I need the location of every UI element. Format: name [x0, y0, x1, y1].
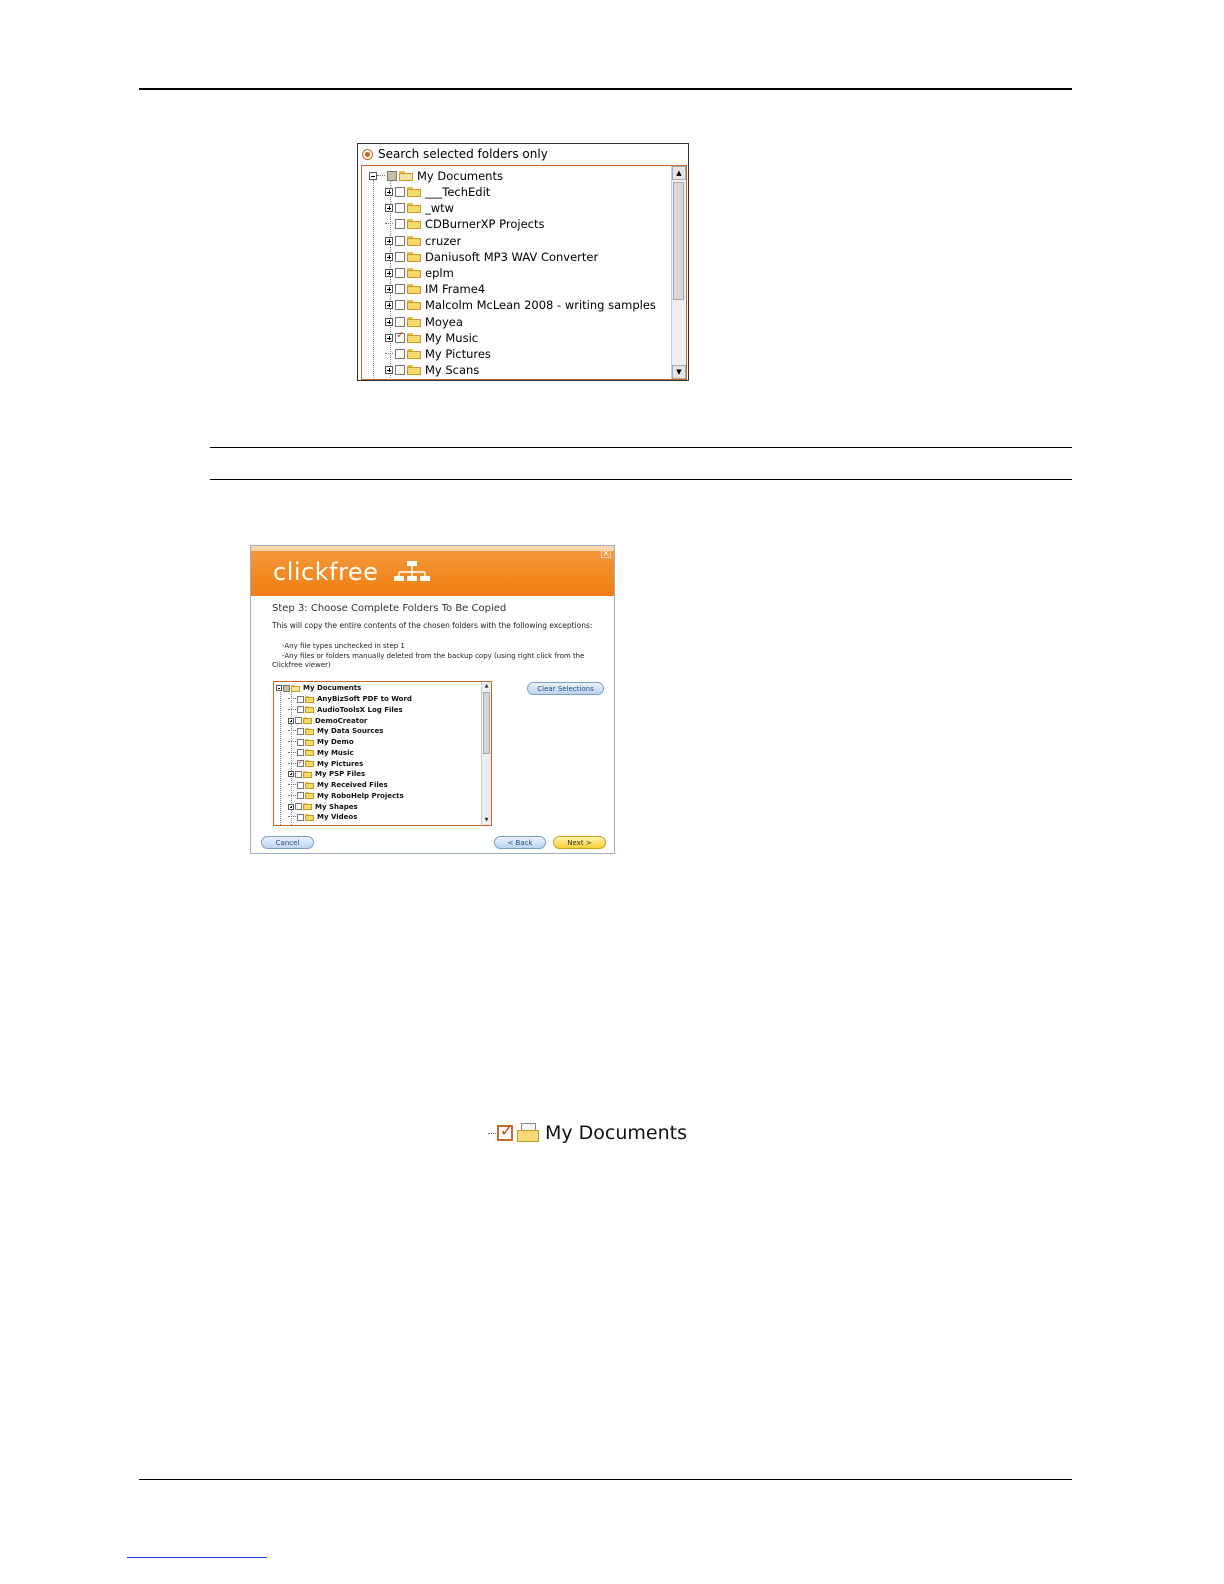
search-selected-folders-option[interactable] [362, 146, 548, 162]
folder-label: My Data Sources [317, 727, 384, 736]
folder-icon [305, 760, 314, 767]
my-documents-label: My Documents [545, 1122, 688, 1144]
folder-label: My Music [425, 330, 479, 345]
folder-checkbox[interactable] [395, 203, 405, 213]
folder-label: ___TechEdit [425, 185, 491, 199]
dialog-header [251, 546, 614, 596]
exceptions-list [272, 642, 607, 671]
tree-connector [288, 730, 296, 732]
tree-item-row[interactable] [385, 200, 454, 216]
expand-icon[interactable] [385, 237, 393, 245]
tree-item-row[interactable] [288, 694, 412, 705]
root-checkbox[interactable] [283, 685, 290, 692]
scroll-thumb[interactable] [483, 692, 490, 754]
tree-connector [288, 709, 296, 711]
folder-icon [407, 187, 421, 197]
folder-label: Malcolm McLean 2008 - writing samples [425, 298, 656, 313]
folder-icon [305, 696, 314, 703]
tree-item-row[interactable] [288, 769, 365, 780]
folder-icon [303, 717, 312, 724]
expand-icon[interactable] [385, 285, 393, 293]
tree-item-row[interactable] [385, 265, 454, 281]
tree-item-row[interactable] [385, 297, 656, 313]
folder-checkbox[interactable] [297, 782, 304, 789]
tree-item-row[interactable] [385, 281, 485, 297]
folder-label: DemoCreator [315, 716, 368, 725]
tree-connector [288, 795, 296, 797]
folder-checkbox[interactable] [395, 219, 405, 229]
expand-icon[interactable] [385, 204, 393, 212]
folder-checkbox[interactable] [395, 236, 405, 246]
folder-checkbox[interactable] [395, 333, 405, 343]
footer-rule [139, 1479, 1072, 1480]
close-icon[interactable]: × [602, 549, 610, 559]
folder-label: My Pictures [317, 759, 364, 768]
folder-icon [305, 706, 314, 713]
folder-label: My Received Files [317, 781, 388, 790]
folder-icon [305, 728, 314, 735]
folder-label: AnyBizSoft PDF to Word [317, 695, 412, 704]
folder-icon [407, 252, 421, 262]
folder-label: My Demo [317, 738, 354, 747]
folder-icon [407, 236, 421, 246]
tree-connector [288, 816, 296, 818]
step-title: Step 3: Choose Complete Folders To Be Copied [272, 603, 507, 614]
collapse-icon[interactable] [276, 685, 282, 691]
radio-label: Search selected folders only [378, 147, 548, 161]
folder-icon [305, 814, 314, 821]
folder-checkbox[interactable] [297, 814, 304, 821]
folder-label: My Music [317, 748, 354, 757]
next-button[interactable]: Next > [553, 836, 606, 849]
exception-item: -Any files or folders manually deleted from the backup copy (using right click from the Clickfree viewer) [272, 651, 585, 669]
scroll-up-icon[interactable]: ▲ [672, 166, 686, 180]
scroll-down-icon[interactable]: ▼ [672, 365, 686, 379]
folder-icon [303, 803, 312, 810]
tree-item-row[interactable] [385, 314, 463, 330]
folder-label: cruzer [425, 233, 462, 248]
scroll-down-icon[interactable]: ▼ [484, 817, 489, 823]
folder-icon [407, 300, 421, 310]
folder-icon [305, 792, 314, 799]
folder-label: _wtw [425, 201, 455, 216]
folder-icon [407, 284, 421, 294]
tree-connector [288, 698, 296, 700]
checked-checkbox-icon [497, 1125, 513, 1141]
tree-item-row[interactable] [288, 715, 367, 726]
folder-checkbox[interactable] [395, 268, 405, 278]
folder-icon [305, 782, 314, 789]
exception-item: -Any file types unchecked in step 1 [282, 642, 405, 650]
tree-connector [288, 763, 296, 765]
my-documents-icon [517, 1123, 539, 1143]
folder-checkbox[interactable] [395, 317, 405, 327]
section-rule-bottom [210, 479, 1072, 480]
tree-connector [385, 353, 393, 355]
folder-label: Moyea [425, 314, 463, 329]
tree-item-row[interactable] [288, 790, 404, 801]
my-documents-checked-example [488, 1120, 687, 1146]
folder-checkbox[interactable] [297, 749, 304, 756]
my-documents-icon [291, 685, 300, 692]
footer-link-underline [127, 1557, 267, 1558]
tree-root-label: My Documents [417, 169, 503, 183]
folder-icon [407, 333, 421, 343]
tree-scrollbar[interactable] [671, 166, 686, 379]
tree-scrollbar[interactable] [481, 682, 491, 825]
section-rule-top [210, 447, 1072, 448]
expand-icon[interactable] [385, 334, 393, 342]
folder-checkbox[interactable] [297, 696, 304, 703]
folder-label: eplm [425, 266, 454, 280]
folder-label: AudioToolsX Log Files [317, 705, 403, 714]
tree-connector [288, 741, 296, 743]
tree-item-row[interactable] [288, 801, 358, 812]
my-documents-icon [399, 171, 413, 181]
tree-item-row[interactable] [385, 330, 478, 346]
tree-item-row[interactable] [288, 704, 403, 715]
tree-item-row[interactable] [385, 216, 545, 232]
folder-checkbox[interactable] [395, 365, 405, 375]
folder-checkbox[interactable] [395, 187, 405, 197]
tree-item-row[interactable] [288, 726, 383, 737]
collapse-icon[interactable] [369, 172, 377, 180]
folder-icon [305, 739, 314, 746]
folder-icon [305, 749, 314, 756]
clickfree-logo: clickfree [273, 558, 379, 586]
tree-connector [385, 223, 393, 225]
folder-label: My Shapes [315, 802, 358, 811]
folder-checkbox[interactable] [395, 300, 405, 310]
folder-icon [407, 349, 421, 359]
back-button[interactable]: < Back [494, 836, 546, 849]
scroll-thumb[interactable] [673, 182, 684, 300]
radio-selected-icon[interactable] [362, 149, 373, 160]
folder-checkbox[interactable] [395, 349, 405, 359]
search-folders-panel [357, 143, 689, 381]
tree-item-row[interactable] [288, 747, 354, 758]
tree-root-row[interactable] [276, 683, 361, 694]
folder-checkbox[interactable] [295, 771, 302, 778]
tree-root-row[interactable] [369, 168, 503, 184]
expand-icon[interactable] [385, 318, 393, 326]
tree-item-row[interactable] [385, 184, 490, 200]
folder-label: Daniusoft MP3 WAV Converter [425, 249, 599, 264]
tree-root-label: My Documents [303, 684, 362, 693]
folder-checkbox[interactable] [295, 717, 302, 724]
tree-item-row[interactable] [288, 812, 357, 823]
cancel-button[interactable]: Cancel [261, 836, 314, 849]
tree-item-row[interactable] [288, 780, 388, 791]
folder-checkbox[interactable] [297, 728, 304, 735]
tree-item-row[interactable] [288, 758, 363, 769]
tree-item-row[interactable] [385, 346, 491, 362]
expand-icon[interactable] [288, 804, 294, 810]
folder-checkbox[interactable] [395, 284, 405, 294]
folder-icon [303, 771, 312, 778]
folder-checkbox[interactable] [297, 739, 304, 746]
tree-item-row[interactable] [385, 249, 598, 265]
scroll-up-icon[interactable]: ▲ [484, 683, 489, 689]
folder-tree[interactable] [361, 165, 687, 380]
expand-icon[interactable] [385, 253, 393, 261]
header-rule [139, 88, 1072, 90]
folder-label: My PSP Files [315, 770, 366, 779]
folder-icon [407, 268, 421, 278]
folder-checkbox[interactable] [295, 803, 302, 810]
folder-icon [407, 219, 421, 229]
folder-checkbox[interactable] [297, 792, 304, 799]
folder-checkbox[interactable] [297, 706, 304, 713]
expand-icon[interactable] [385, 269, 393, 277]
folder-checkbox[interactable] [297, 760, 304, 767]
root-checkbox[interactable] [387, 171, 397, 181]
folder-label: My Scans [425, 363, 480, 378]
tree-connector [288, 784, 296, 786]
folder-checkbox[interactable] [395, 252, 405, 262]
folder-label: My Videos [317, 813, 358, 822]
step-description: This will copy the entire contents of the chosen folders with the following exceptions: [272, 621, 593, 630]
folder-label: My RoboHelp Projects [317, 791, 404, 800]
folder-label: My Pictures [425, 347, 491, 361]
expand-icon[interactable] [288, 718, 294, 724]
clear-selections-button[interactable]: Clear Selections [527, 682, 604, 695]
expand-icon[interactable] [385, 366, 393, 374]
folder-icon [407, 203, 421, 213]
expand-icon[interactable] [385, 188, 393, 196]
folder-label: IM Frame4 [425, 282, 486, 297]
clickfree-dialog [250, 545, 615, 854]
tree-item-row[interactable] [385, 362, 479, 378]
dialog-folder-tree[interactable] [273, 681, 492, 826]
folder-icon [407, 317, 421, 327]
folder-icon [407, 365, 421, 375]
tree-connector [288, 752, 296, 754]
folder-label: CDBurnerXP Projects [425, 217, 545, 232]
tree-item-row[interactable] [288, 737, 354, 748]
network-icon [394, 560, 430, 584]
expand-icon[interactable] [288, 771, 294, 777]
tree-item-row[interactable] [385, 233, 461, 249]
expand-icon[interactable] [385, 301, 393, 309]
